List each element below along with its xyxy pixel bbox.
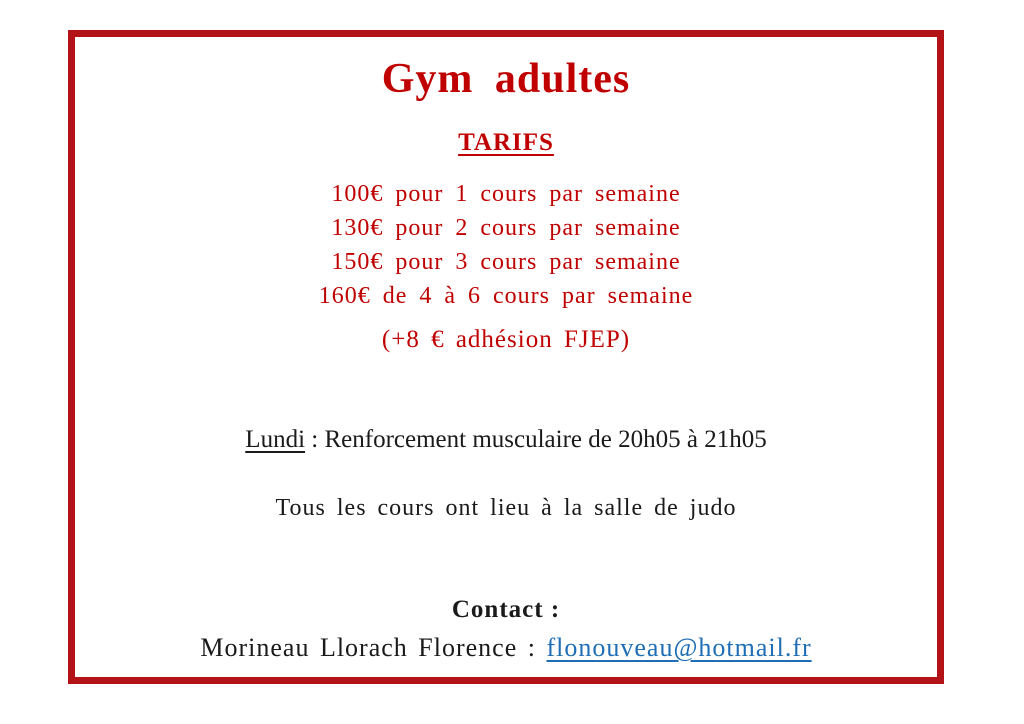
flyer-border-frame bbox=[68, 30, 944, 684]
schedule-description: Renforcement musculaire de 20h05 à 21h05 bbox=[324, 426, 767, 453]
location-note: Tous les cours ont lieu à la salle de judo bbox=[275, 495, 737, 521]
membership-note: (+8 € adhésion FJEP) bbox=[381, 326, 631, 353]
schedule-separator: : bbox=[305, 426, 325, 453]
tarifs-heading: TARIFS bbox=[458, 129, 554, 156]
contact-email-link[interactable]: flonouveau@hotmail.fr bbox=[546, 633, 812, 662]
contact-name: Morineau Llorach Florence bbox=[200, 633, 518, 662]
price-line: 160€ de 4 à 6 cours par semaine bbox=[318, 283, 694, 309]
price-line: 130€ pour 2 cours par semaine bbox=[331, 215, 681, 241]
price-line: 100€ pour 1 cours par semaine bbox=[331, 181, 681, 207]
price-list bbox=[75, 177, 937, 313]
contact-separator: : bbox=[517, 633, 547, 662]
schedule-line bbox=[75, 425, 937, 455]
schedule-day: Lundi bbox=[245, 426, 306, 453]
flyer-title: Gym adultes bbox=[381, 56, 631, 102]
contact-line bbox=[75, 633, 937, 663]
contact-heading: Contact : bbox=[451, 596, 561, 623]
price-line: 150€ pour 3 cours par semaine bbox=[331, 249, 681, 275]
